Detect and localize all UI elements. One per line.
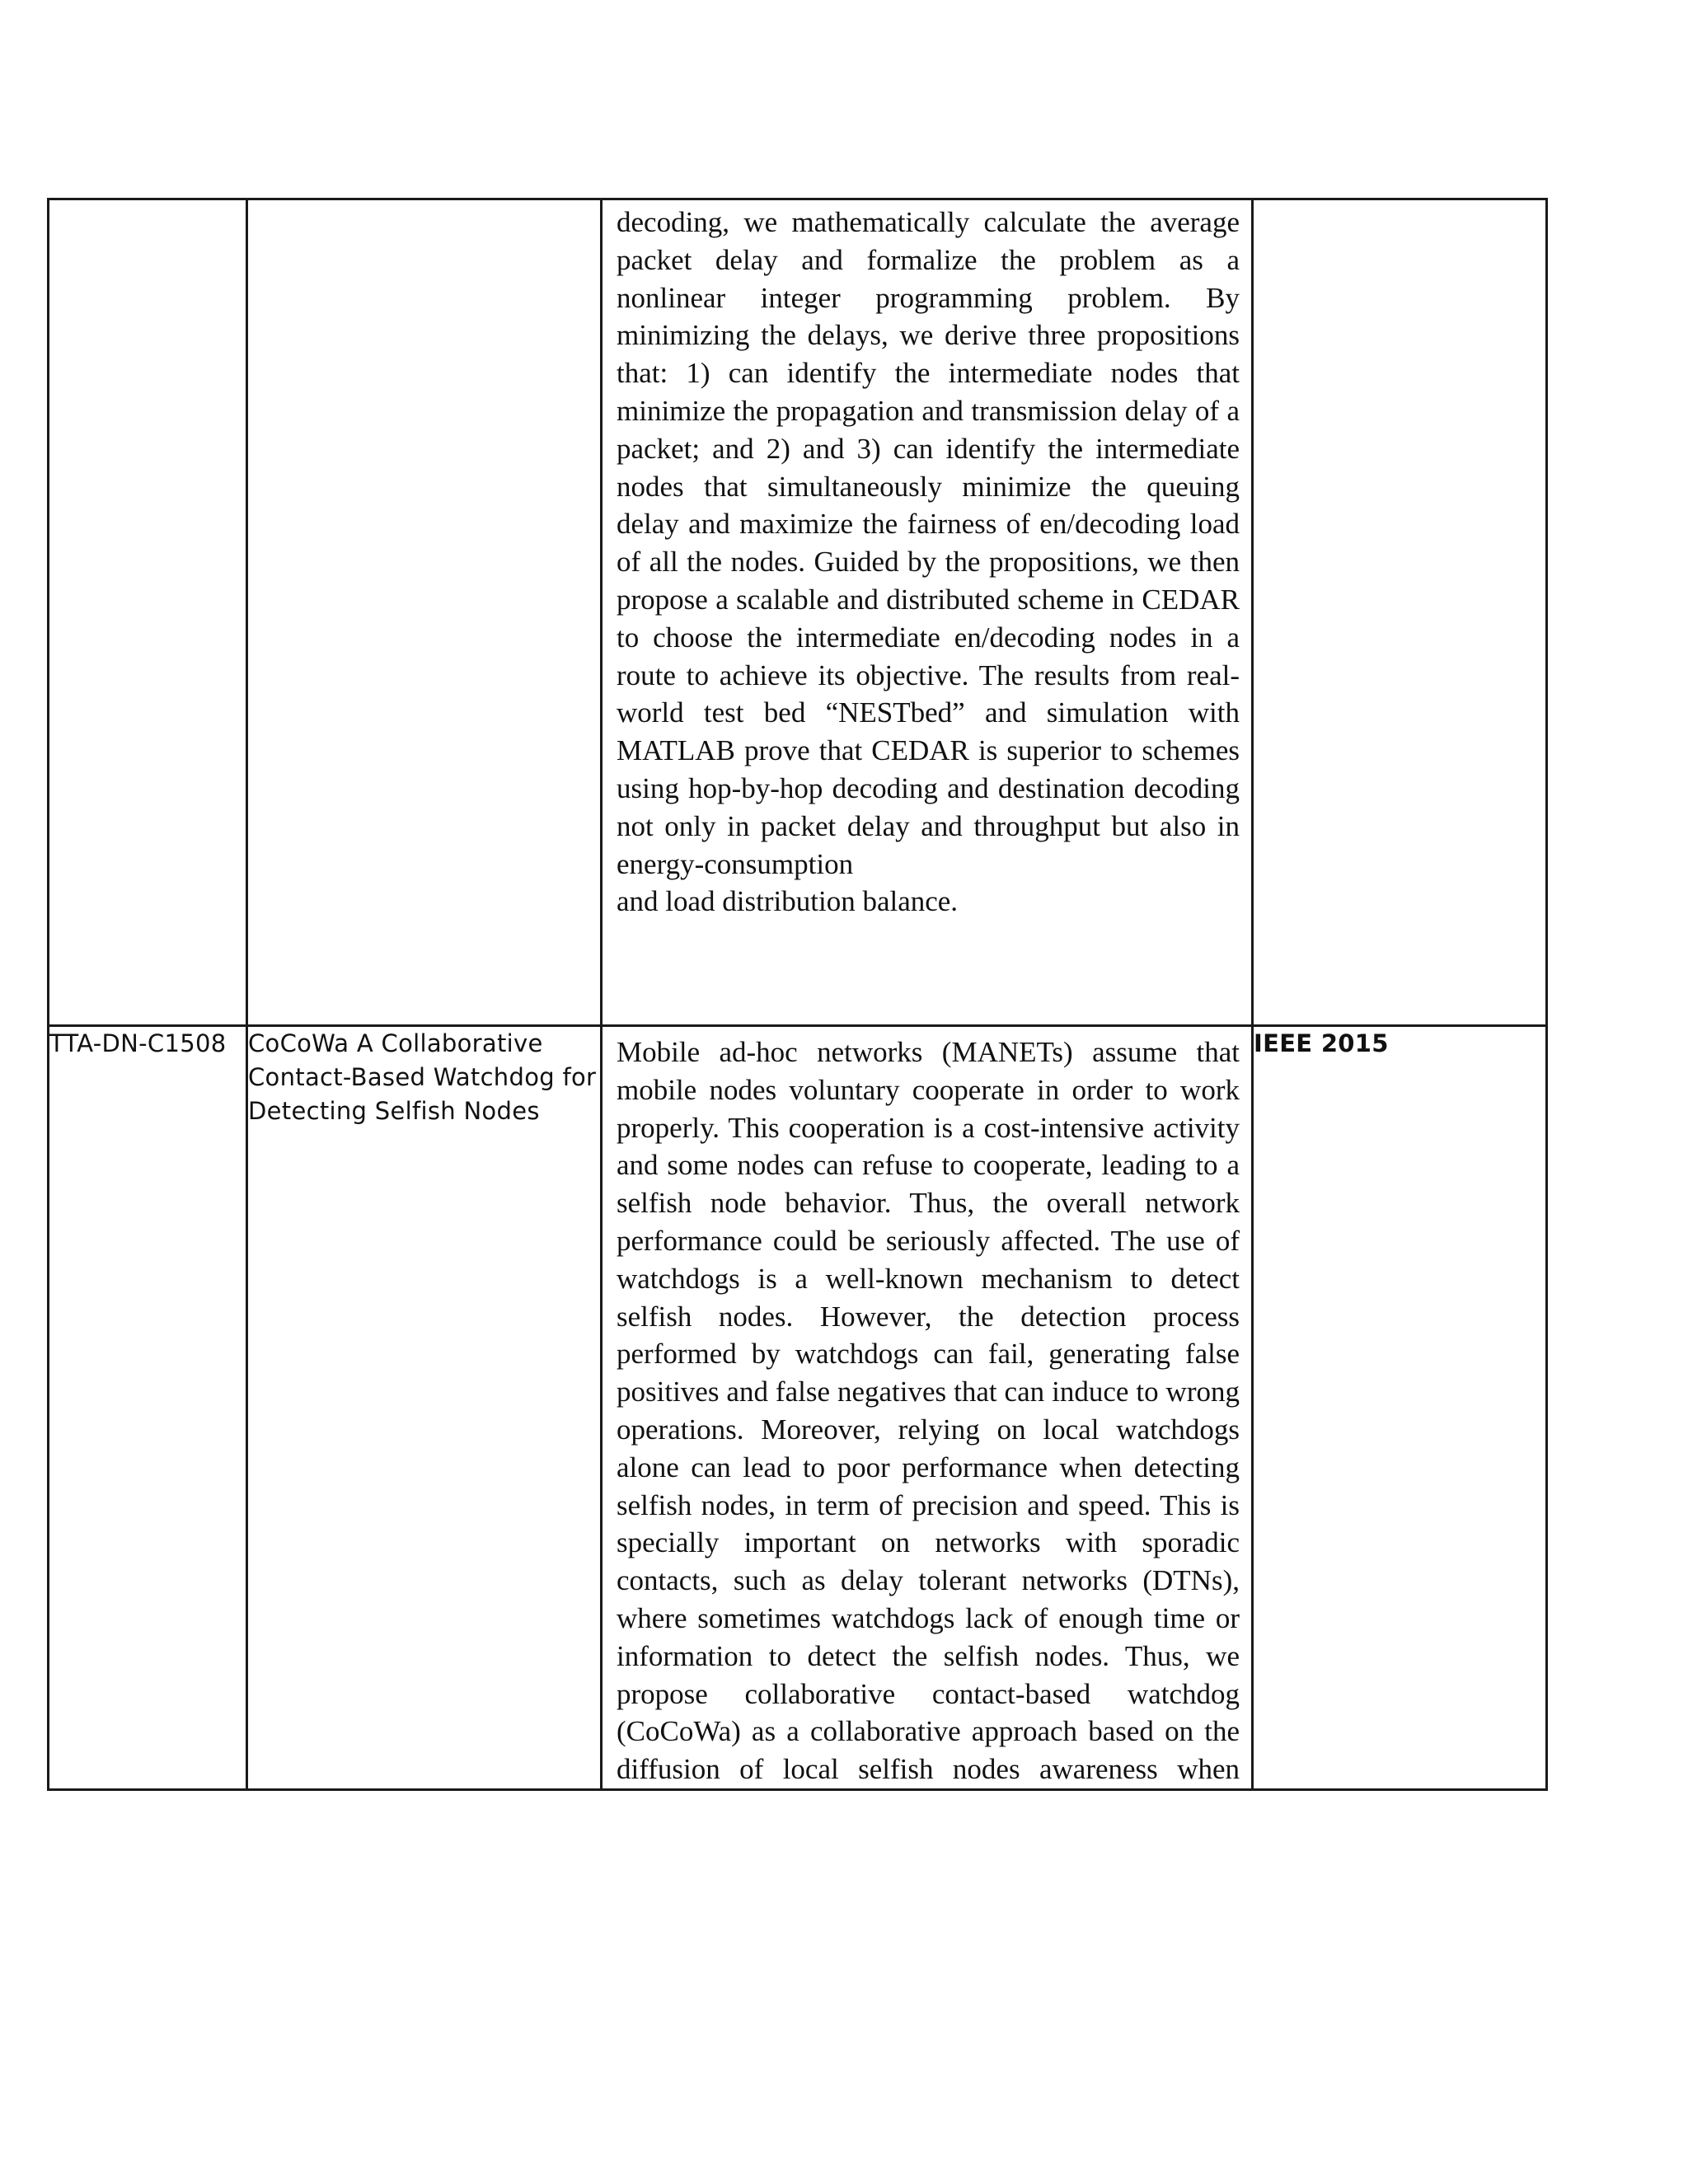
project-title-cell (247, 199, 602, 1026)
abstract-text: Mobile ad-hoc networks (MANETs) assume that mobile nodes voluntary cooperate in order to work properly. This cooperation is a cost-intensive activity and some nodes can refuse to cooperate, leading to a selfish node behavior. Thus, the overall network performance could be seriously affected. The use of watchdogs is a well-known mechanism to detect selfish nodes. However, the detection process performed by watchdogs can fail, generating false positives and false negatives that can induce to wrong operations. Moreover, relying on local watchdogs alone can lead to poor performance when detecting selfish nodes, in term of precision and speed. This is specially important on networks with sporadic contacts, such as delay tolerant networks (DTNs), where sometimes watchdogs lack of enough time or information to detect the selfish nodes. Thus, we propose collaborative contact-based watchdog (CoCoWa) as a collaborative approach based on the diffusion of local selfish nodes awareness when (617, 1036, 1240, 1786)
table-row (49, 1026, 1547, 1790)
project-table (47, 198, 1548, 1791)
publication-year-cell: IEEE 2015 (1253, 1026, 1547, 1790)
project-id-cell: TTA-DN-C1508 (49, 1026, 247, 1790)
abstract-cell (602, 199, 1253, 1026)
project-title-cell: CoCoWa A Collaborative Contact-Based Watchdog for Detecting Selfish Nodes (247, 1026, 602, 1790)
publication-year-cell (1253, 199, 1547, 1026)
abstract-text: decoding, we mathematically calculate the average packet delay and formalize the problem as a nonlinear integer programming problem. By minimizing the delays, we derive three propositions that: 1) can identify the intermediate nodes that minimize the propagation and transmission delay of a packet; and 2) and 3) can identify the intermediate nodes that simultaneously minimize the queuing delay and maximize the fairness of en/decoding load of all the nodes. Guided by the propositions, we then propose a scalable and distributed scheme in CEDAR to choose the intermediate en/decoding nodes in a route to achieve its objective. The results from real-world test bed “NESTbed” and simulation with MATLAB prove that CEDAR is superior to schemes using hop-by-hop decoding and destination decoding not only in packet delay and throughput but also in energy-consumption (617, 206, 1240, 880)
table-row (49, 199, 1547, 1026)
abstract-text-last-line: and load distribution balance. (617, 885, 959, 918)
project-id-cell (49, 199, 247, 1026)
abstract-cell (602, 1026, 1253, 1790)
